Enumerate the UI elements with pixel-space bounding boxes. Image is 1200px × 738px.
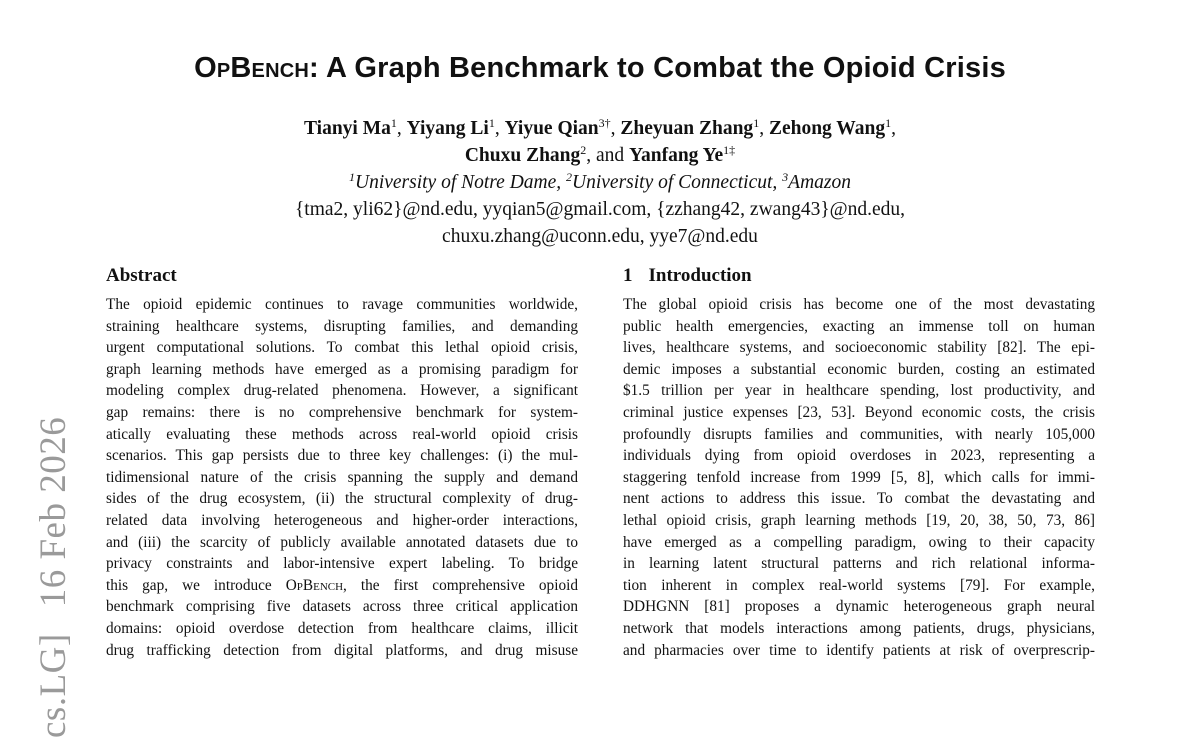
text-line: related data involving heterogeneous and higher-order interactions, — [106, 511, 578, 529]
author-line-1 — [0, 115, 1200, 142]
affil-sup: 1 — [348, 170, 355, 184]
arxiv-category: cs.LG] — [33, 633, 74, 738]
author-separator: , — [610, 118, 621, 139]
text-line: gap remains: there is no comprehensive benchmark for system- — [106, 403, 578, 421]
text-line: demic imposes a substantial economic burden, costing an estimated — [623, 360, 1095, 378]
text-line: and (iii) the scarcity of publicly available annotated datasets due to — [106, 533, 578, 551]
text-line: scenarios. This gap persists due to three key challenges: (i) the mul- — [106, 447, 578, 465]
arxiv-date: 16 Feb 2026 — [33, 416, 74, 608]
author-sup: 3† — [598, 116, 611, 130]
text-line: DDHGNN [81] proposes a dynamic heterogeneous graph neural — [623, 598, 1095, 616]
paper-title — [0, 52, 1200, 85]
author-separator: , — [759, 118, 769, 139]
author-and: , and — [586, 145, 630, 166]
text-line: domains: opioid overdose detection from healthcare claims, illicit — [106, 619, 578, 637]
introduction-body — [623, 294, 1095, 661]
section-number: 1 — [623, 265, 633, 286]
emails-line-2: chuxu.zhang@uconn.edu, yye7@nd.edu — [442, 226, 758, 247]
affiliations — [0, 169, 1200, 196]
author-sup: 1 — [753, 116, 760, 130]
text-line: have emerged as a compelling paradigm, owing to their capacity — [623, 533, 1095, 551]
text-line: staggering tenfold increase from 1999 [5, 8], which calls for immi- — [623, 468, 1095, 486]
text-line: urgent computational solutions. To combat this lethal opioid crisis, — [106, 339, 578, 357]
arxiv-side-stamp — [28, 0, 74, 738]
text-line: and pharmacies over time to identify patients at risk of overprescrip- — [623, 641, 1095, 659]
author-name: Yiyang Li — [406, 118, 489, 139]
emails-line-1: {tma2, yli62}@nd.edu, yyqian5@gmail.com, {zzhang42, zwang43}@nd.edu, — [294, 199, 906, 220]
benchmark-name-inline: OpBench — [285, 576, 344, 594]
title-rest: : A Graph Benchmark to Combat the Opioid Crisis — [309, 52, 1006, 84]
text-line: nent actions to address this issue. To combat the devastating and — [623, 490, 1095, 508]
affil-sup: 2 — [566, 170, 573, 184]
text-line: privacy constraints and labor-intensive expert labeling. To bridge — [106, 555, 578, 573]
author-line-2 — [0, 142, 1200, 169]
author-sup: 1 — [390, 116, 397, 130]
text-line: The global opioid crisis has become one of the most devastating — [623, 296, 1095, 313]
text-line: profoundly disrupts families and communities, with nearly 105,000 — [623, 425, 1095, 443]
author-separator: , — [494, 118, 505, 139]
text-line: The opioid epidemic continues to ravage communities worldwide, — [106, 296, 578, 313]
affiliation: Amazon — [788, 172, 851, 193]
text-line: public health emergencies, exacting an immense toll on human — [623, 317, 1095, 335]
text-line: atically evaluating these methods across real-world opioid crisis — [106, 425, 578, 443]
affil-sup: 3 — [782, 170, 789, 184]
text-line: modeling complex drug-related phenomena. However, a significant — [106, 382, 578, 400]
author-name: Zheyuan Zhang — [620, 118, 754, 139]
introduction-heading — [623, 265, 752, 287]
text-line: in learning latent structural patterns and rich relational informa- — [623, 555, 1095, 573]
author-sup: 1 — [488, 116, 495, 130]
author-name: Yiyue Qian — [504, 118, 599, 139]
text-line — [106, 575, 578, 597]
author-name: Chuxu Zhang — [464, 145, 581, 166]
text-line: tidimensional nature of the crisis spanning the supply and demand — [106, 468, 578, 486]
author-sup: 2 — [580, 143, 587, 157]
text-line: criminal justice expenses [23, 53]. Beyond economic costs, the crisis — [623, 403, 1095, 421]
text-line: drug trafficking detection from digital platforms, and drug misuse — [106, 641, 578, 659]
text-line: straining healthcare systems, disrupting families, and demanding — [106, 317, 578, 335]
author-name: Tianyi Ma — [304, 118, 391, 139]
text-line: sides of the drug ecosystem, (ii) the structural complexity of drug- — [106, 490, 578, 508]
author-sup: 1 — [885, 116, 892, 130]
author-sup: 1‡ — [723, 143, 736, 157]
author-name: Yanfang Ye — [629, 145, 724, 166]
text-line: $1.5 trillion per year in healthcare spending, lost productivity, and — [623, 382, 1095, 400]
text-line: individuals dying from opioid overdoses in 2023, representing a — [623, 447, 1095, 465]
affiliation: University of Connecticut, — [572, 172, 783, 193]
section-title: Introduction — [648, 265, 752, 286]
author-block — [0, 115, 1200, 250]
author-name: Zehong Wang — [768, 118, 886, 139]
text-line: benchmark comprising five datasets across three critical application — [106, 598, 578, 616]
text-fragment: , the first comprehensive opioid — [343, 576, 578, 594]
text-line: tion inherent in complex real-world systems [79]. For example, — [623, 576, 1095, 594]
arxiv-stamp-text — [32, 417, 75, 738]
abstract-body — [106, 294, 578, 661]
text-line: lethal opioid crisis, graph learning methods [19, 20, 38, 50, 73, 86] — [623, 511, 1095, 529]
text-fragment: this gap, we introduce — [106, 576, 286, 594]
affiliation: University of Notre Dame, — [354, 172, 567, 193]
text-line: graph learning methods have emerged as a promising paradigm for — [106, 360, 578, 378]
author-separator: , — [396, 118, 407, 139]
title-benchmark-name: OpBench — [194, 52, 310, 84]
text-line: lives, healthcare systems, and socioeconomic stability [82]. The epi- — [623, 339, 1095, 357]
abstract-heading: Abstract — [106, 265, 177, 286]
text-line: network that models interactions among patients, drugs, physicians, — [623, 619, 1095, 637]
author-separator: , — [891, 118, 896, 139]
